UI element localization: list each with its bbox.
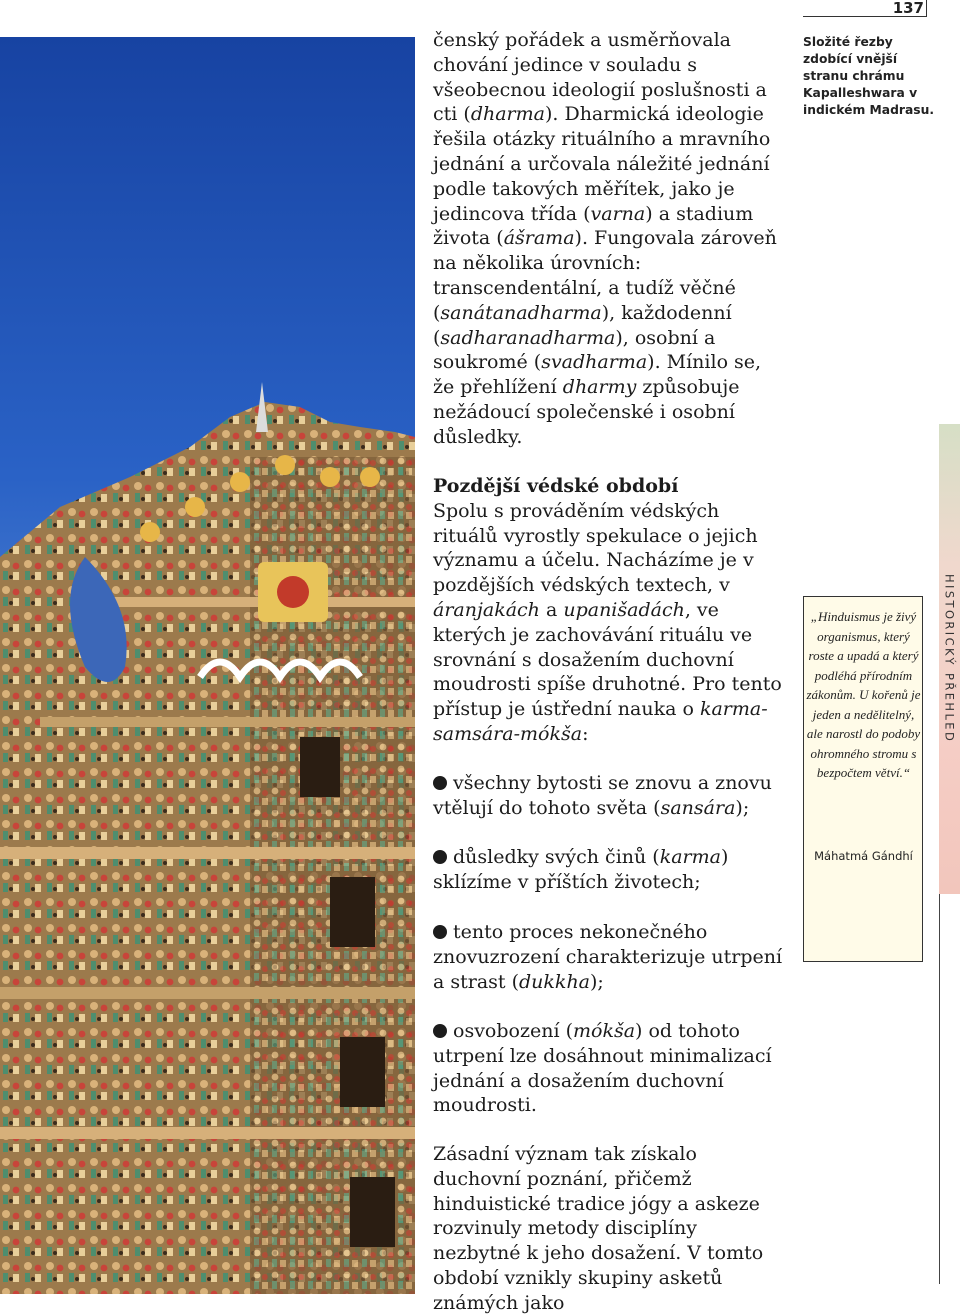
bullet-item-4: osvobození (mókša) od tohoto utrpení lze dosáhnout minimalizací jednání a dosažením duchovní moudrosti.: [433, 1020, 772, 1117]
section-later-vedic: [433, 474, 785, 747]
paragraph-text: čenský pořádek a usměrňovala chování jedince v souladu s všeobecnou ideologií poslušnosti a cti (dharma). Dharmická ideologie řešila otázky rituálního a mravního jednání a určovala náležité jednání podle takových měřítek, jako je jedincova třída (varna) a stadium života (ášrama). Fungovala zároveň na několika úrovních: transcendentální, a tudíž věčné (sanátanadharma), každodenní (sadharanadharma), osobní a soukromé (svadharma). Mínilo se, že přehlížení dharmy způsobuje nežádoucí společenské i osobní důsledky.: [433, 29, 777, 448]
section-tab-label: HISTORICKÝ PŘEHLED: [942, 574, 957, 744]
margin-rule: [939, 894, 940, 1284]
photo-caption: Složité řezby zdobící vnější stranu chrámu Kapalleshwara v indickém Madrasu.: [803, 35, 935, 117]
header-tick: [926, 0, 927, 17]
quote-author: Máhatmá Gándhí: [814, 849, 913, 863]
paragraph-dharma: [433, 28, 785, 450]
bullet-item-1: všechny bytosti se znovu a znovu vtělují do tohoto světa (sansára);: [433, 772, 772, 819]
section-text: Spolu s prováděním védských rituálů vyrostly spekulace o jejich významu a účelu. Nacházíme je v pozdějších védských textech, v áranjakách a upanišadách, ve kterých je zachovávání rituálu ve srovnání s dosažením duchovní moudrosti spíše druhotné. Pro tento přístup je ústřední nauka o karma-samsára-mókša:: [433, 499, 782, 745]
bullet-icon: [433, 850, 447, 864]
temple-gopuram-illustration: [0, 37, 415, 1294]
closing-paragraph: Zásadní význam tak získalo duchovní poznání, přičemž hinduistické tradice jógy a askeze rozvinuly metody disciplíny nezbytné k jeho dosažení. V tomto období vznikly skupiny asketů známých jako: [433, 1143, 764, 1314]
page-number: 137: [892, 0, 924, 17]
bullet-icon: [433, 925, 447, 939]
quote-text: „Hinduismus je živý organismus, který roste a upadá a který podléhá přírodním zákonům. U kořenů je jeden a nedělitelný, ale narostl do podoby ohromného stromu s bezpočtem větví.“: [806, 609, 921, 780]
temple-photo: [0, 37, 415, 1294]
section-heading: Pozdější védské období: [433, 475, 679, 497]
bullet-icon: [433, 1024, 447, 1038]
bullet-item-2: důsledky svých činů (karma) sklízíme v příštích životech;: [433, 846, 729, 893]
bullet-icon: [433, 776, 447, 790]
bullet-item-3: tento proces nekonečného znovuzrození charakterizuje utrpení a strast (dukkha);: [433, 921, 783, 993]
